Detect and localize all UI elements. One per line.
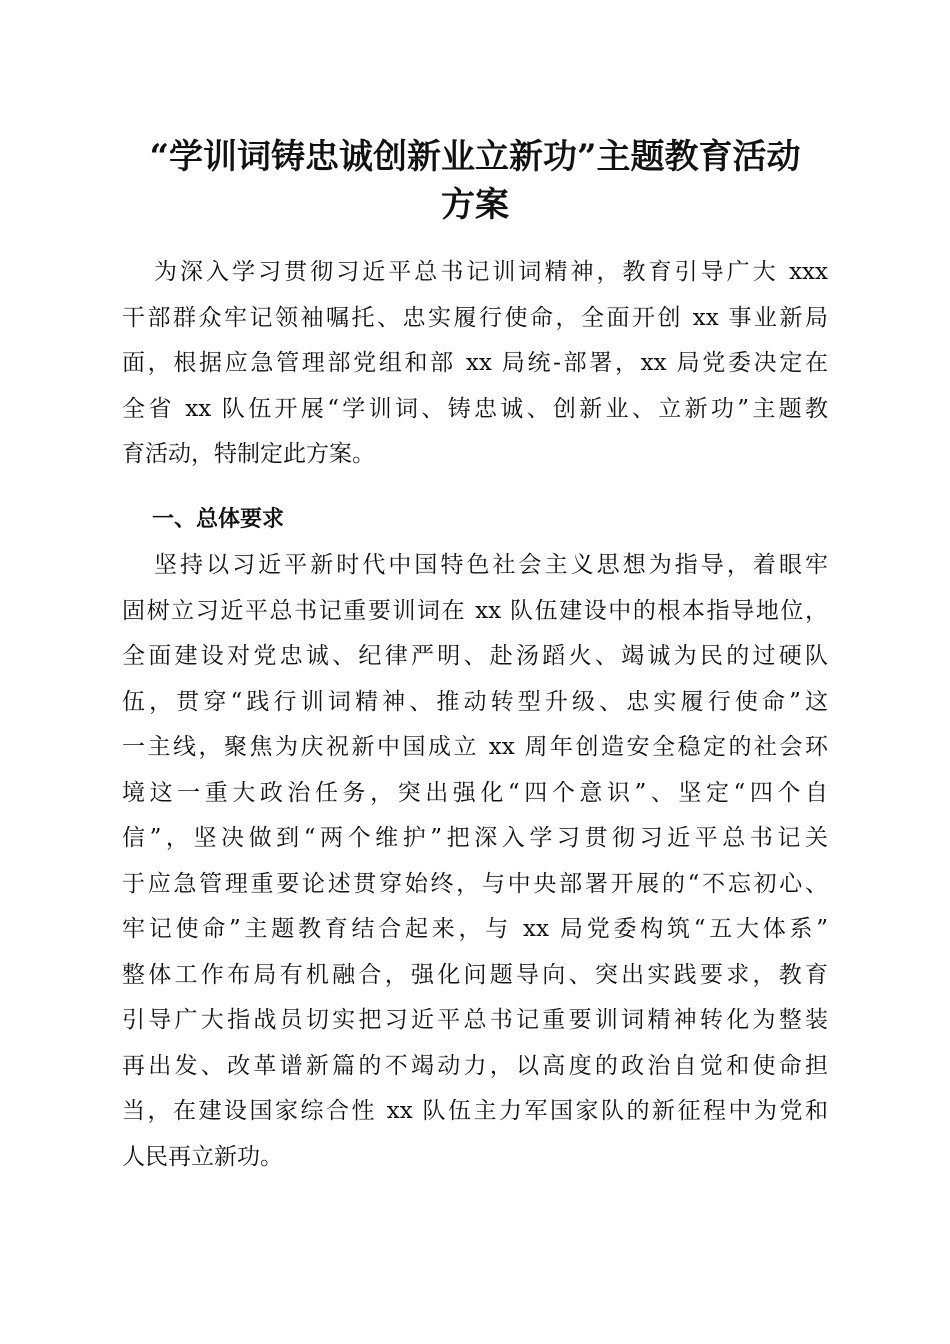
paragraph-line: 坚持以习近平新时代中国特色社会主义思想为指导，着眼牢 [154,552,828,578]
paragraph-line: 当，在建设国家综合性 xx 队伍主力军国家队的新征程中为党和 [122,1098,828,1124]
paragraph-line: 一主线，聚焦为庆祝新中国成立 xx 周年创造安全稳定的社会环 [122,734,828,760]
paragraph-line: 全面建设对党忠诚、纪律严明、赴汤蹈火、竭诚为民的过硬队 [122,643,828,669]
title-line-2: 方案 [441,185,509,225]
paragraph-line: 人民再立新功。 [122,1143,283,1170]
paragraph-line: 干部群众牢记领袖嘱托、忠实履行使命，全面开创 xx 事业新局 [122,304,828,331]
paragraph-line: 信”，坚决做到“两个维护”把深入学习贯彻习近平总书记关 [122,825,828,851]
paragraph-line: 全省 xx 队伍开展“学训词、铸忠诚、创新业、立新功”主题教 [122,395,828,422]
section-heading: 一、总体要求 [152,507,285,532]
paragraph-line: 整体工作布局有机融合，强化问题导向、突出实践要求，教育 [122,961,828,988]
paragraph-line: 牢记使命”主题教育结合起来，与 xx 局党委构筑“五大体系” [122,916,828,942]
paragraph-line: 育活动，特制定此方案。 [122,441,375,467]
paragraph-line: 伍，贯穿“践行训词精神、推动转型升级、忠实履行使命”这 [122,688,828,715]
title-line-1: “学训词铸忠诚创新业立新功”主题教育活动 [149,137,801,177]
section-paragraph [122,543,828,1180]
paragraph-line: 于应急管理重要论述贯穿始终，与中央部署开展的“不忘初心、 [122,870,828,897]
intro-paragraph [122,250,828,478]
paragraph-line: 固树立习近平总书记重要训词在 xx 队伍建设中的根本指导地位， [122,597,828,624]
paragraph-line: 引导广大指战员切实把习近平总书记重要训词精神转化为整装 [122,1007,828,1033]
paragraph-line: 境这一重大政治任务，突出强化“四个意识”、坚定“四个自 [122,779,828,806]
paragraph-line: 面，根据应急管理部党组和部 xx 局统-部署，xx 局党委决定在 [122,350,828,376]
document-title [100,133,850,229]
paragraph-line: 再出发、改革谱新篇的不竭动力，以高度的政治自觉和使命担 [122,1052,828,1079]
paragraph-line: 为深入学习贯彻习近平总书记训词精神，教育引导广大 xxx [154,259,828,285]
